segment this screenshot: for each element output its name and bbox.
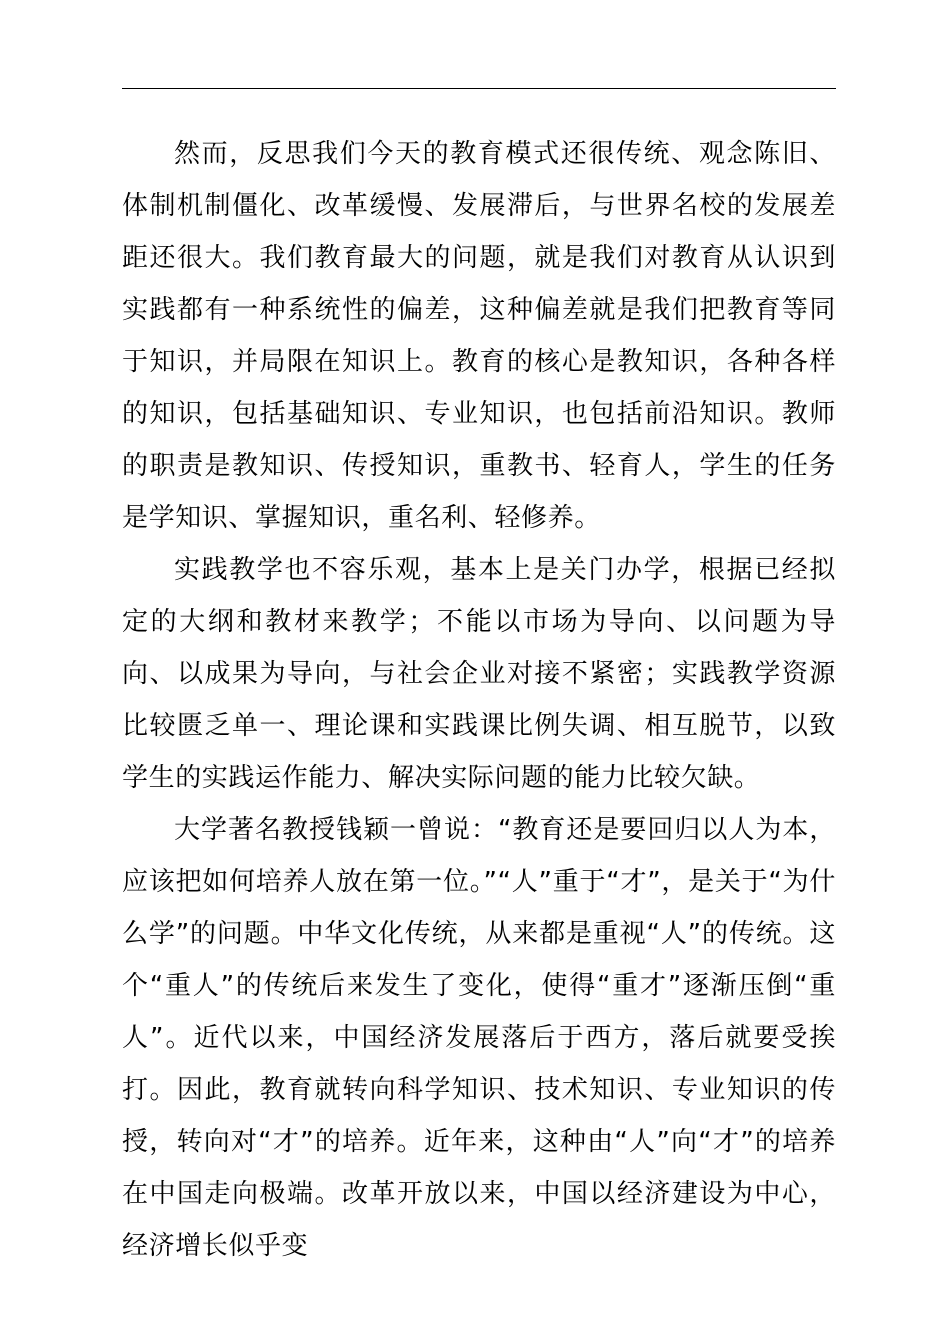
header-rule: [122, 88, 836, 89]
paragraph-1: 然而，反思我们今天的教育模式还很传统、观念陈旧、体制机制僵化、改革缓慢、发展滞后，与世界名校的发展差距还很大。我们教育最大的问题，就是我们对教育从认识到实践都有一种系统性的偏差，这种偏差就是我们把教育等同于知识，并局限在知识上。教育的核心是教知识，各种各样的知识，包括基础知识、专业知识，也包括前沿知识。教师的职责是教知识、传授知识，重教书、轻育人，学生的任务是学知识、掌握知识，重名利、轻修养。: [122, 139, 836, 533]
paragraph-2: 实践教学也不容乐观，基本上是关门办学，根据已经拟定的大纲和教材来教学；不能以市场为导向、以问题为导向、以成果为导向，与社会企业对接不紧密；实践教学资源比较匮乏单一、理论课和实践课比例失调、相互脱节，以致学生的实践运作能力、解决实际问题的能力比较欠缺。: [122, 555, 836, 793]
paragraph-3: 大学著名教授钱颖一曾说：“教育还是要回归以人为本，应该把如何培养人放在第一位。”“人”重于“才”，是关于“为什么学”的问题。中华文化传统，从来都是重视“人”的传统。这个“重人”的传统后来发生了变化，使得“重才”逐渐压倒“重人”。近代以来，中国经济发展落后于西方，落后就要受挨打。因此，教育就转向科学知识、技术知识、专业知识的传授，转向对“才”的培养。近年来，这种由“人”向“才”的培养在中国走向极端。改革开放以来，中国以经济建设为中心，经济增长似乎变: [122, 815, 837, 1261]
document-body: [122, 128, 836, 1272]
